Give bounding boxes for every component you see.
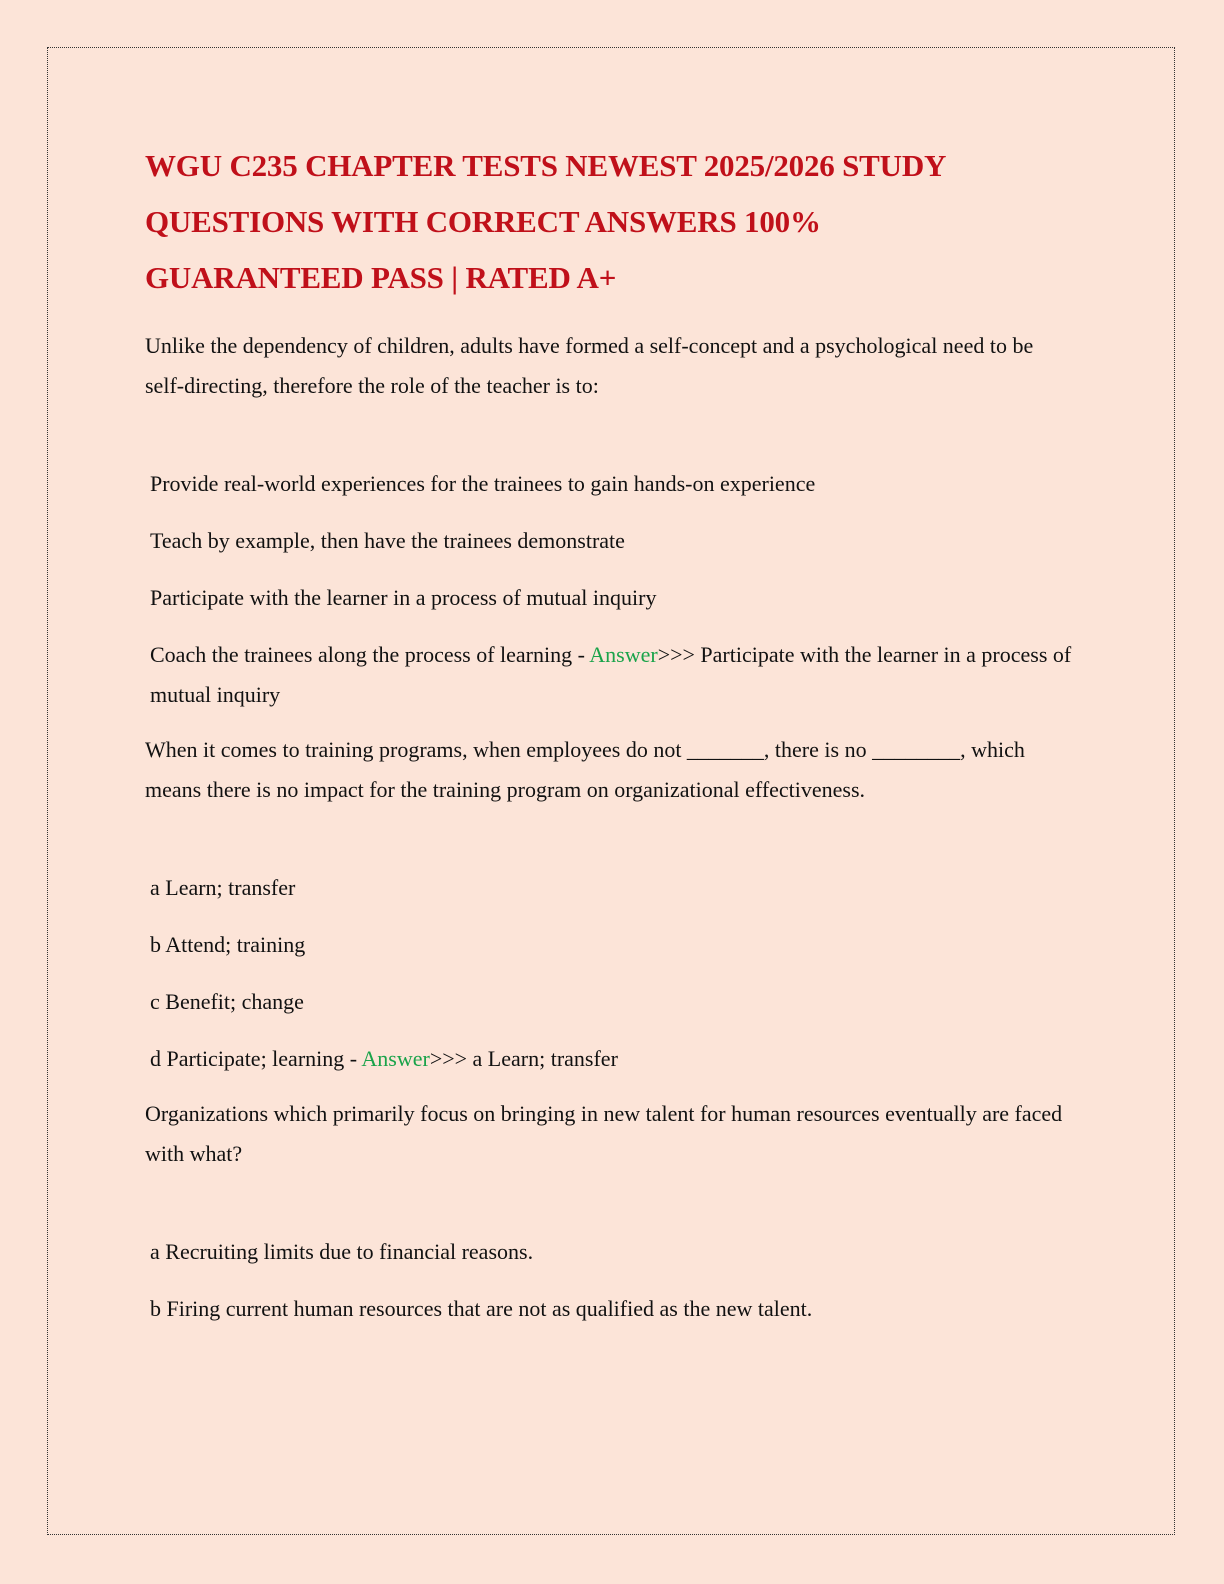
title-line-1: WGU C235 CHAPTER TESTS NEWEST 2025/2026 STUDY [145, 148, 947, 183]
answer-arrow: >>> [657, 642, 701, 667]
option-item: a Learn; transfer [150, 875, 296, 900]
option-item: b Firing current human resources that are not as qualified as the new talent. [150, 1296, 813, 1321]
answer-label: Answer [361, 1046, 430, 1071]
document-body [145, 138, 1075, 1346]
title-line-2: QUESTIONS WITH CORRECT ANSWERS 100% [145, 204, 821, 239]
question-text: Organizations which primarily focus on bringing in new talent for human resources eventually are faced with what? [145, 1101, 1063, 1166]
title-line-3: GUARANTEED PASS | RATED A+ [145, 260, 617, 295]
option-item: a Recruiting limits due to financial reasons. [150, 1239, 534, 1264]
question-block [145, 730, 1075, 1079]
answer-text: Participate with the learner in a process of mutual inquiry [150, 642, 1072, 707]
option-text: Coach the trainees along the process of learning - [150, 642, 590, 667]
option-with-answer [150, 1039, 1075, 1079]
option-with-answer [150, 635, 1075, 715]
option-item: b Attend; training [150, 932, 306, 957]
option-item: c Benefit; change [150, 989, 304, 1014]
answer-text: a Learn; transfer [472, 1046, 618, 1071]
option-item: Teach by example, then have the trainees demonstrate [150, 528, 625, 553]
question-block [145, 326, 1075, 715]
option-text: d Participate; learning - [150, 1046, 362, 1071]
document-title [145, 138, 1075, 306]
question-text: When it comes to training programs, when employees do not _______, there is no ________, which means there is no impact for the training program on organizational effectiveness. [145, 737, 1025, 802]
answer-label: Answer [589, 642, 658, 667]
answer-arrow: >>> [429, 1046, 473, 1071]
option-item: Provide real-world experiences for the trainees to gain hands-on experience [150, 471, 816, 496]
question-text: Unlike the dependency of children, adults have formed a self-concept and a psychological need to be self-directing, therefore the role of the teacher is to: [145, 333, 1034, 398]
question-block [145, 1094, 1075, 1329]
option-item: Participate with the learner in a process of mutual inquiry [150, 585, 657, 610]
